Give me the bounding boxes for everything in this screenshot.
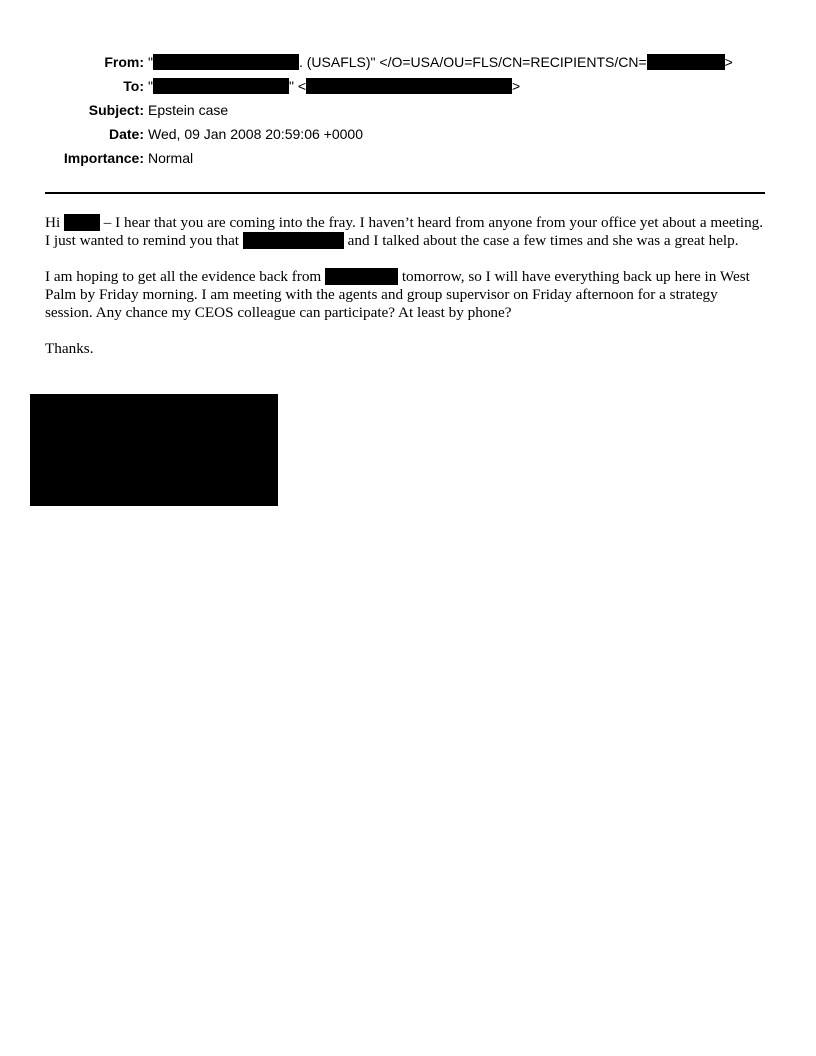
importance-label: Importance: xyxy=(63,150,144,166)
closing-text: Thanks. xyxy=(45,340,94,357)
paragraph-2-text: I am hoping to get all the evidence back from xyxy=(45,268,326,285)
subject-value: Epstein case xyxy=(148,102,229,118)
importance-value: Normal xyxy=(148,150,194,166)
header-divider xyxy=(45,192,765,194)
from-open-quote: " xyxy=(148,54,153,70)
greeting-text: Hi xyxy=(45,214,64,231)
from-row xyxy=(0,52,816,76)
email-header xyxy=(0,52,816,172)
redaction-box xyxy=(243,232,344,249)
from-close: > xyxy=(724,54,733,70)
importance-row xyxy=(0,148,816,172)
redaction-box xyxy=(153,78,289,94)
to-close: > xyxy=(512,78,521,94)
to-row xyxy=(0,76,816,100)
email-body xyxy=(45,214,765,376)
date-label: Date: xyxy=(108,126,144,142)
subject-row xyxy=(0,100,816,124)
to-address-text: " < xyxy=(288,78,307,94)
paragraph-1-text-end: and I talked about the case a few times and she was a great help. xyxy=(343,232,739,249)
body-paragraph-2 xyxy=(45,268,765,322)
to-value xyxy=(148,76,520,96)
paragraph-2-text-end: tomorrow, so I will have everything back up here in West Palm by Friday morning. I am meeting with the agents and group supervisor on Friday afternoon for a strategy session. Any chance my CEOS colleague can participate? At least by phone? xyxy=(45,268,750,321)
body-paragraph-1 xyxy=(45,214,765,250)
to-label: To: xyxy=(123,78,144,94)
date-value: Wed, 09 Jan 2008 20:59:06 +0000 xyxy=(148,126,363,142)
redaction-box xyxy=(306,78,512,94)
date-row xyxy=(0,124,816,148)
redaction-box xyxy=(64,214,100,231)
signature-redaction-box xyxy=(30,394,278,506)
redaction-box xyxy=(647,54,725,70)
redaction-box xyxy=(325,268,398,285)
redaction-box xyxy=(153,54,299,70)
from-value xyxy=(148,52,733,72)
from-label: From: xyxy=(104,54,144,70)
subject-label: Subject: xyxy=(88,102,144,118)
paragraph-1-text: – I hear that you are coming into the fray. I haven’t heard from anyone from your office yet about a meeting. I just wanted to remind you that xyxy=(45,214,764,249)
to-open-quote: " xyxy=(148,78,153,94)
from-address-text: . (USAFLS)" </O=USA/OU=FLS/CN=RECIPIENTS/CN= xyxy=(298,54,647,70)
